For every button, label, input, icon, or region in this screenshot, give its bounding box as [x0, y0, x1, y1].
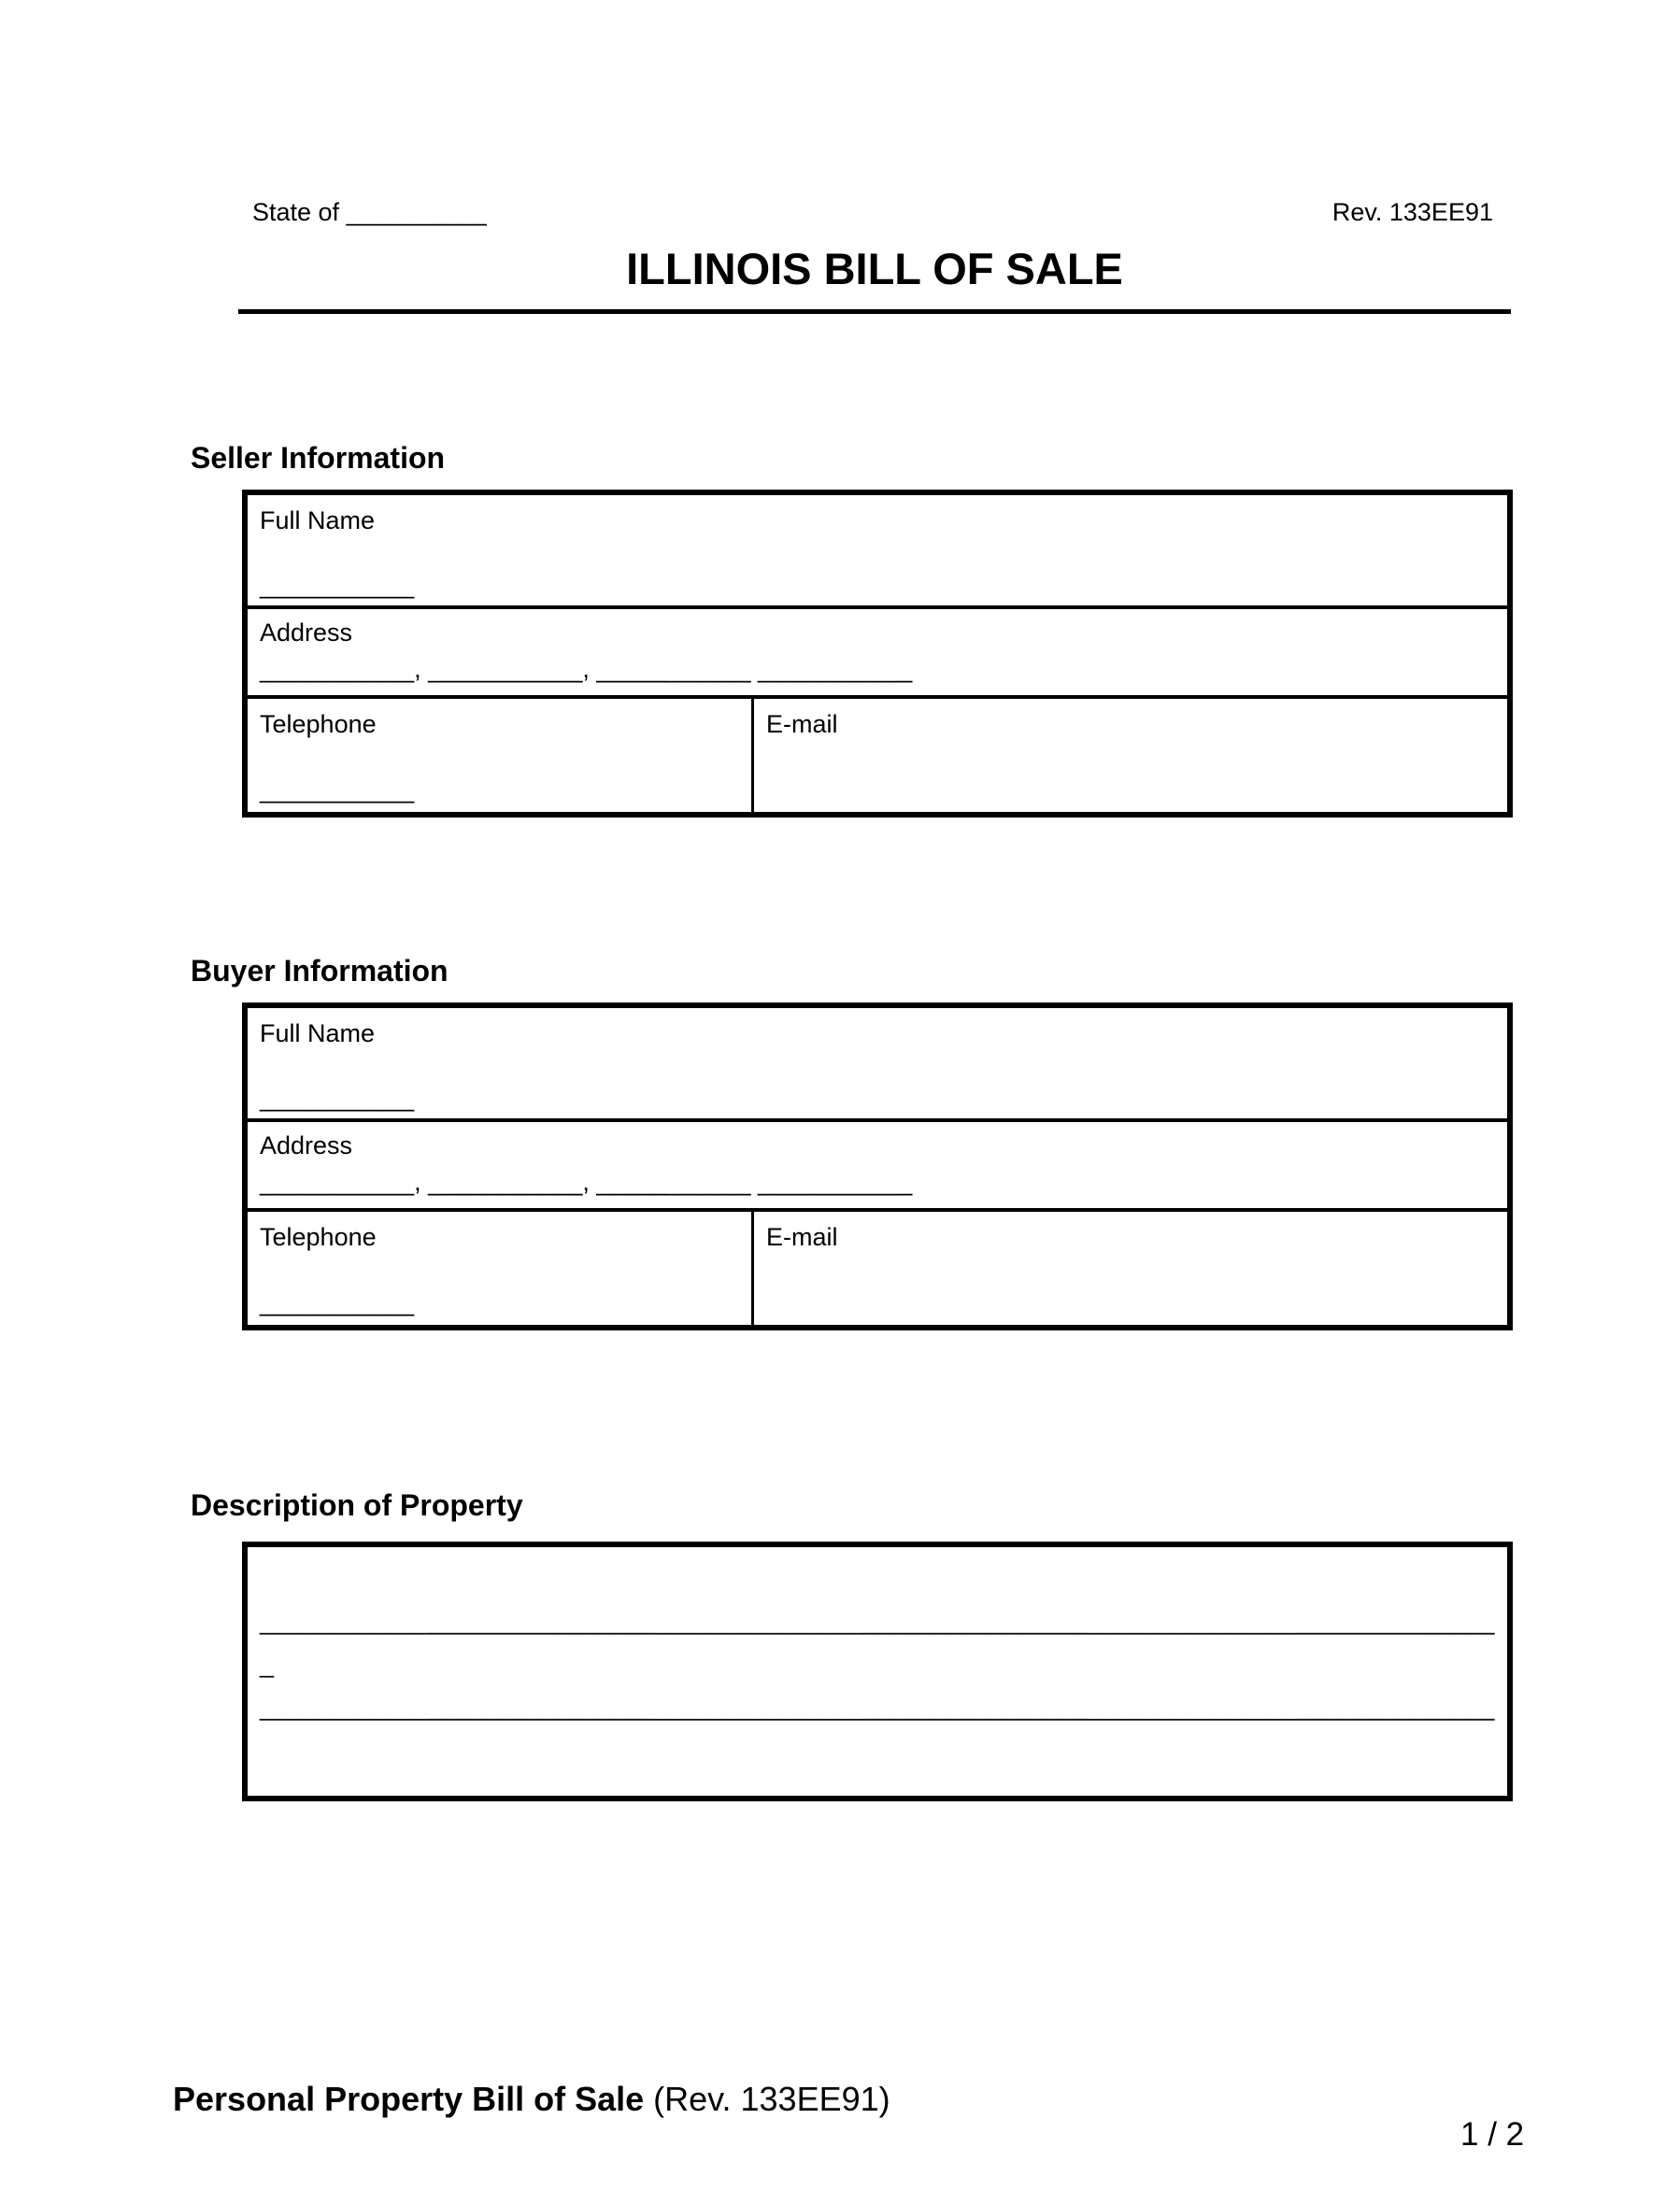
seller-telephone-blank: ___________ [260, 775, 415, 803]
buyer-email-label: E-mail [766, 1223, 838, 1251]
document-title: ILLINOIS BILL OF SALE [626, 244, 1123, 293]
seller-section-heading: Seller Information [191, 441, 446, 475]
description-blank-line-2: _ [260, 1650, 275, 1678]
buyer-table [242, 1003, 1513, 1330]
seller-telephone-label: Telephone [260, 710, 377, 738]
seller-full-name-blank: ___________ [260, 570, 415, 599]
seller-address-label: Address [260, 619, 353, 647]
buyer-address-label: Address [260, 1131, 353, 1159]
description-box [242, 1542, 1513, 1801]
seller-address-cell [248, 609, 1507, 699]
buyer-telephone-cell [248, 1212, 754, 1325]
seller-email-cell [754, 699, 1507, 812]
seller-contact-row [248, 699, 1507, 812]
title-rule [238, 309, 1511, 314]
seller-telephone-cell [248, 699, 754, 812]
seller-email-label: E-mail [766, 710, 838, 738]
buyer-address-cell [248, 1122, 1507, 1212]
description-blank-line-1: ________________________________________________________________________________________ [260, 1607, 1495, 1635]
buyer-full-name-blank: ___________ [260, 1083, 415, 1112]
footer-title-bold: Personal Property Bill of Sale [173, 2080, 645, 2118]
seller-table [242, 490, 1513, 818]
state-of-label: State of [252, 198, 340, 226]
seller-address-blanks: ___________, ___________, ___________ ___________ [260, 654, 913, 683]
footer-document-title [173, 2081, 890, 2118]
buyer-full-name-label: Full Name [260, 1019, 376, 1047]
state-of-spacer [339, 198, 347, 226]
revision-label: Rev. 133EE91 [1331, 198, 1493, 226]
state-of-blank: __________ [346, 198, 487, 226]
footer-title-regular: (Rev. 133EE91) [644, 2080, 890, 2118]
seller-full-name-cell [248, 495, 1507, 609]
page-number: 1 / 2 [1460, 2116, 1525, 2153]
buyer-contact-row [248, 1212, 1507, 1325]
buyer-address-blanks: ___________, ___________, ___________ ___________ [260, 1167, 913, 1196]
state-of-line [252, 198, 487, 227]
description-blank-line-3: ________________________________________________________________________________________ [260, 1693, 1495, 1721]
description-content [248, 1547, 1507, 1728]
buyer-email-cell [754, 1212, 1507, 1325]
buyer-full-name-cell [248, 1008, 1507, 1122]
buyer-telephone-blank: ___________ [260, 1287, 415, 1316]
buyer-telephone-label: Telephone [260, 1223, 377, 1251]
description-section-heading: Description of Property [191, 1488, 523, 1522]
seller-full-name-label: Full Name [260, 506, 376, 534]
buyer-section-heading: Buyer Information [191, 954, 448, 988]
